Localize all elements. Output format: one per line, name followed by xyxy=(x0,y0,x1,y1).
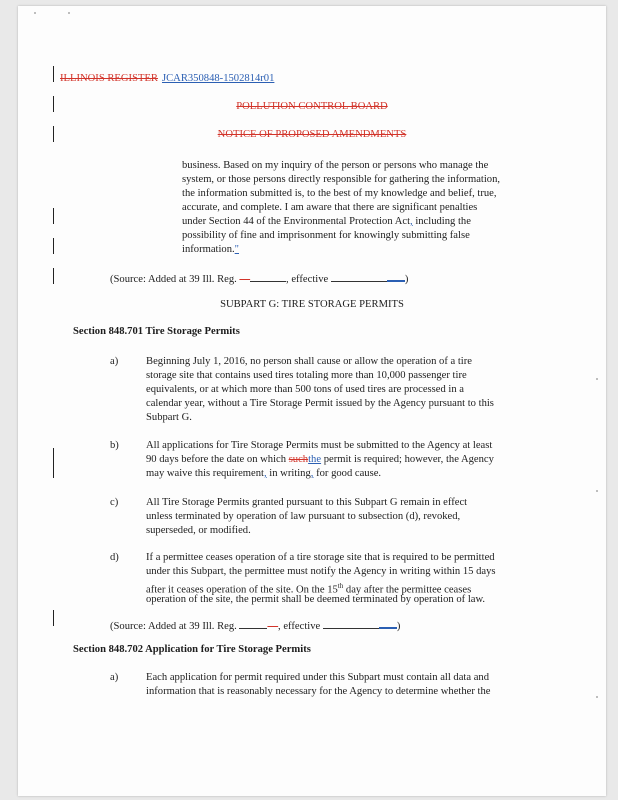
cert-line-1: business. Based on my inquiry of the person or persons who manage the xyxy=(182,160,489,171)
superscript-th: th xyxy=(337,582,344,590)
source-prefix: (Source: Added at 39 Ill. Reg. xyxy=(110,274,240,285)
cert-line-5 xyxy=(182,215,471,229)
source-struck-dash: — xyxy=(239,274,251,285)
change-bar xyxy=(53,208,54,224)
item-b-line-3-mid: in writing xyxy=(266,468,311,479)
change-bar xyxy=(53,238,54,254)
item-b-line-1: All applications for Tire Storage Permits must be submitted to the Agency at least xyxy=(146,440,493,451)
item-a-line-3: equivalents, or at which more than 500 tons of used tires are processed in a xyxy=(146,384,465,395)
section-701-heading: Section 848.701 Tire Storage Permits xyxy=(73,326,240,337)
change-bar xyxy=(53,66,54,82)
source-prefix: (Source: Added at 39 Ill. Reg. xyxy=(110,621,240,632)
register-inserted-text: JCAR350848-1502814r01 xyxy=(161,73,275,84)
document-page xyxy=(18,6,606,796)
scan-speck xyxy=(68,12,70,14)
item-a-line-1: Beginning July 1, 2016, no person shall cause or allow the operation of a tire xyxy=(146,356,472,367)
change-bar xyxy=(53,268,54,284)
item-c-line-3: superseded, or modified. xyxy=(146,525,251,536)
register-struck-text: ILLINOIS REGISTER xyxy=(60,73,158,84)
item-b-line-3-post: for good cause. xyxy=(313,468,382,479)
inserted-comma: , xyxy=(310,468,314,479)
item-d-line-1: If a permittee ceases operation of a tire storage site that is required to be permitted xyxy=(146,552,495,563)
source-note-1 xyxy=(110,270,408,287)
cert-line-5-text: under Section 44 of the Environmental Protection Act xyxy=(182,216,411,227)
cert-line-6: possibility of fine and imprisonment for knowingly submitting false xyxy=(182,230,470,241)
source-struck-dash: — xyxy=(267,621,279,632)
item-d-line-3-post: day after the permittee ceases xyxy=(343,584,472,596)
cert-line-7 xyxy=(182,243,239,257)
scan-speck xyxy=(596,490,598,492)
source-end: ) xyxy=(404,274,409,285)
scan-speck xyxy=(596,696,598,698)
inserted-word: the xyxy=(308,454,322,465)
item-b-line-2 xyxy=(146,453,494,467)
source-end: ) xyxy=(396,621,401,632)
item-b-line-2-pre: 90 days before the date on which xyxy=(146,454,289,465)
struck-word: such xyxy=(288,454,309,465)
item-a-line-2: storage site that contains used tires totaling more than 10,000 passenger tire xyxy=(146,370,467,381)
item-a-line-5: Subpart G. xyxy=(146,412,192,423)
scan-speck xyxy=(34,12,36,14)
cert-line-4: accurate, and complete. I am aware that there are significant penalties xyxy=(182,202,478,213)
change-bar xyxy=(53,448,54,478)
item-c-line-1: All Tire Storage Permits granted pursuant to this Subpart G remain in effect xyxy=(146,497,468,508)
item-b-line-2-post: permit is required; however, the Agency xyxy=(321,454,494,465)
inserted-comma: , xyxy=(263,468,267,479)
board-title: POLLUTION CONTROL BOARD xyxy=(236,101,388,112)
source-middle: , effective xyxy=(278,621,323,632)
source-middle: , effective xyxy=(286,274,331,285)
item-d-line-2: under this Subpart, the permittee must notify the Agency in writing within 15 days xyxy=(146,566,496,577)
change-bar xyxy=(53,610,54,626)
section-702-item-a-line-2: information that is reasonably necessary for the Agency to determine whether the xyxy=(146,686,491,697)
item-d-line-3-pre: after it ceases operation of the site. On the 15 xyxy=(146,584,338,596)
register-header xyxy=(60,72,274,86)
subpart-title: SUBPART G: TIRE STORAGE PERMITS xyxy=(220,299,404,310)
item-c-line-2: unless terminated by operation of law pursuant to subsection (d), revoked, xyxy=(146,511,461,522)
inserted-quote: " xyxy=(234,244,239,255)
inserted-comma: , xyxy=(410,216,413,227)
section-702-item-a-label: a) xyxy=(110,672,119,683)
scan-speck xyxy=(596,378,598,380)
section-702-item-a-line-1: Each application for permit required under this Subpart must contain all data and xyxy=(146,672,490,683)
item-b-line-3 xyxy=(146,467,381,481)
item-d-line-4: operation of the site, the permit shall be deemed terminated by operation of law. xyxy=(146,594,486,605)
cert-line-3: the information submitted is, to the best of my knowledge and belief, true, xyxy=(182,188,497,199)
item-c-label: c) xyxy=(110,497,119,508)
cert-line-2: system, or those persons directly responsible for gathering the information, xyxy=(182,174,501,185)
cert-line-5-tail: including the xyxy=(412,216,471,227)
cert-line-7-text: information. xyxy=(182,244,235,255)
item-a-line-4: calendar year, without a Tire Storage Permit issued by the Agency pursuant to this xyxy=(146,398,494,409)
item-b-label: b) xyxy=(110,440,119,451)
item-b-line-3-pre: may waive this requirement xyxy=(146,468,264,479)
section-702-heading: Section 848.702 Application for Tire Storage Permits xyxy=(73,644,311,655)
item-a-label: a) xyxy=(110,356,119,367)
source-note-2 xyxy=(110,617,400,634)
notice-title: NOTICE OF PROPOSED AMENDMENTS xyxy=(217,129,407,140)
item-d-label: d) xyxy=(110,552,119,563)
